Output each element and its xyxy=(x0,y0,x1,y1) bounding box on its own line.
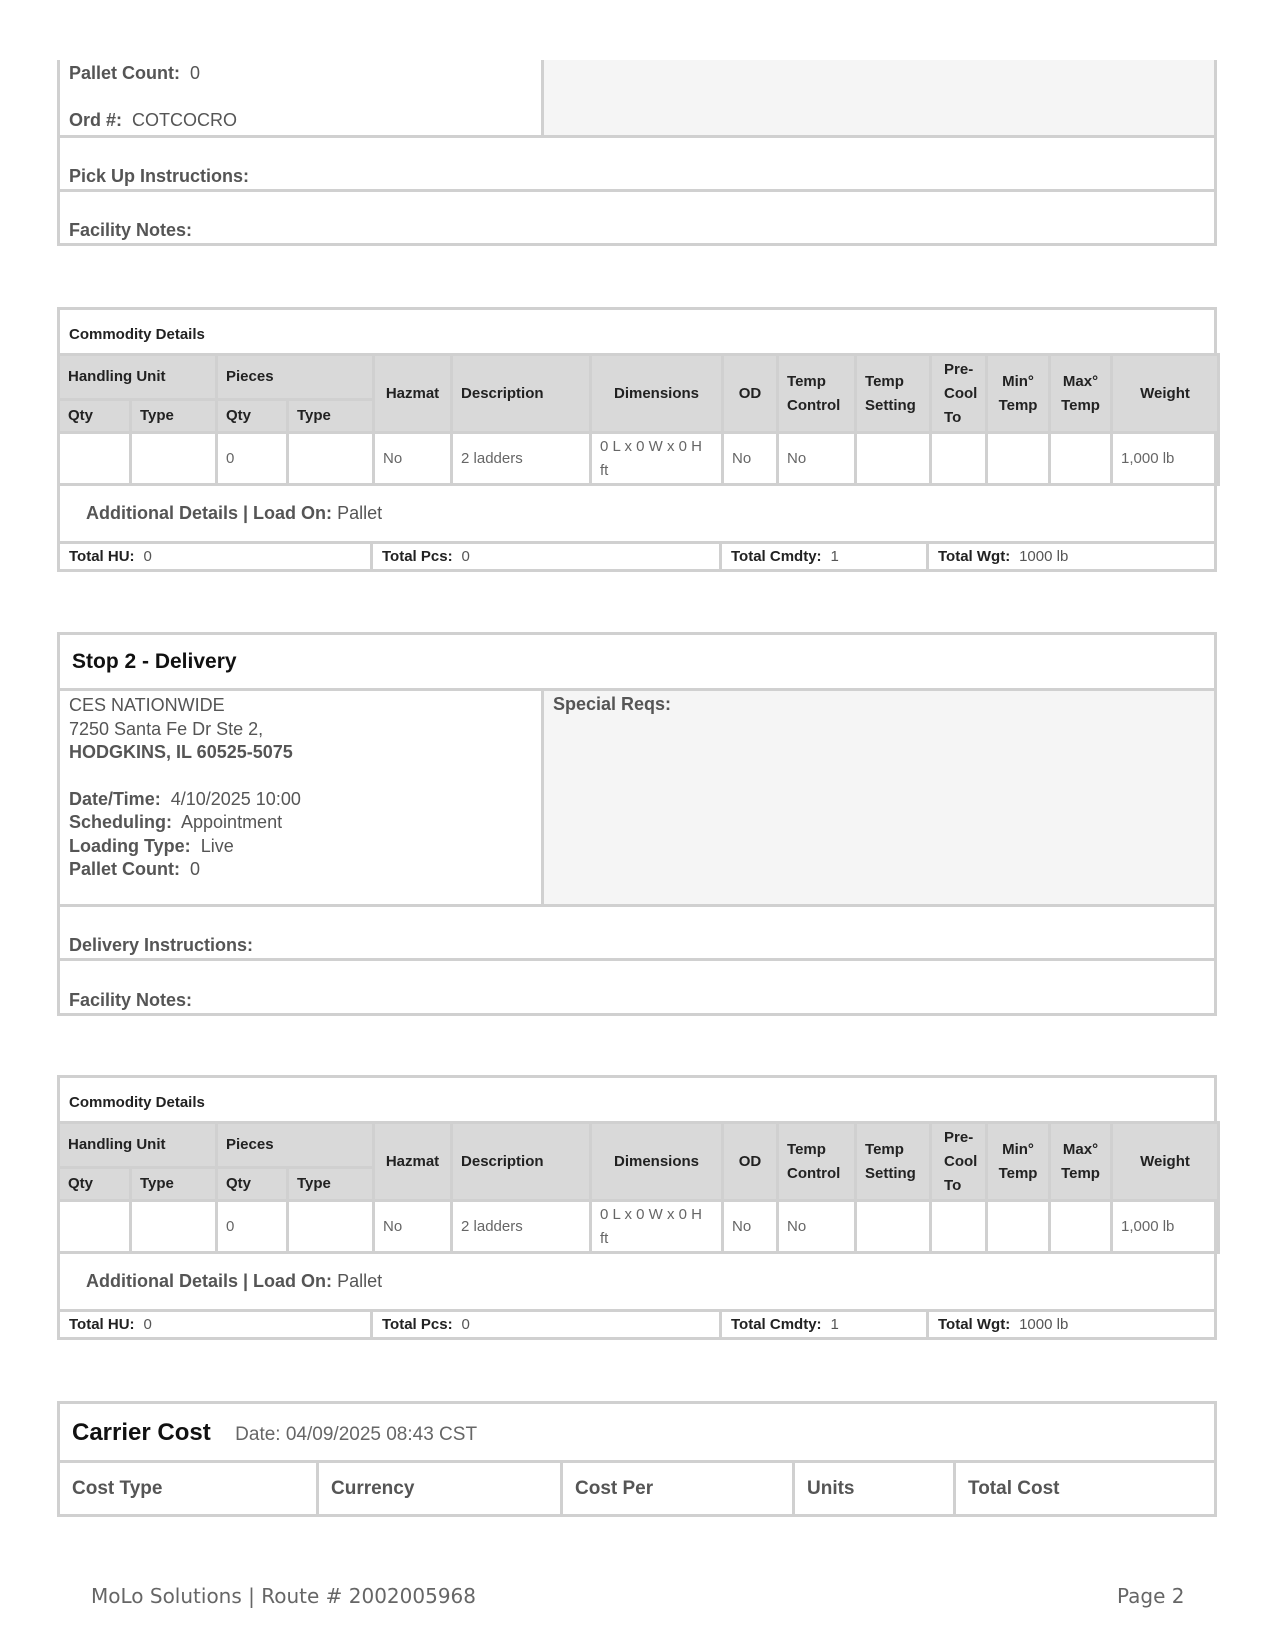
description-header: Description xyxy=(452,355,591,433)
table-cell xyxy=(1050,433,1112,485)
pallet-count-label: Pallet Count: xyxy=(69,63,180,83)
table-cell: 2 ladders xyxy=(452,433,591,485)
total-hu-label: Total HU: xyxy=(69,548,135,565)
carrier-cost-date: Date: 04/09/2025 08:43 CST xyxy=(235,1424,478,1445)
special-reqs-panel xyxy=(544,691,1214,904)
stop2-facility-notes-row xyxy=(57,958,1217,1016)
total-pcs-value: 0 xyxy=(461,1316,470,1333)
weight-header: Weight xyxy=(1112,355,1219,433)
pcs-type-header: Type xyxy=(288,400,374,433)
hu-type-header: Type xyxy=(131,400,217,433)
table-cell xyxy=(931,433,987,485)
table-cell: No xyxy=(723,1201,778,1253)
temp-control-header: Temp Control xyxy=(778,1123,856,1201)
units-header: Units xyxy=(795,1463,956,1514)
total-hu-value: 0 xyxy=(143,548,152,565)
cost-per-header: Cost Per xyxy=(563,1463,795,1514)
ord-value: COTCOCRO xyxy=(132,110,238,130)
description-header: Description xyxy=(452,1123,591,1201)
total-hu xyxy=(60,544,373,569)
delivery-instructions-row xyxy=(57,904,1217,961)
hazmat-header: Hazmat xyxy=(374,1123,452,1201)
stop1-left-panel xyxy=(60,60,544,135)
table-cell xyxy=(1050,1201,1112,1253)
total-wgt-label: Total Wgt: xyxy=(938,1316,1011,1333)
table-cell: 2 ladders xyxy=(452,1201,591,1253)
table-cell: 0 L x 0 W x 0 H ft xyxy=(591,1201,723,1253)
total-wgt-label: Total Wgt: xyxy=(938,548,1011,565)
additional-details-label: Additional Details | Load On: xyxy=(86,503,333,523)
total-cmdty-value: 1 xyxy=(830,1316,839,1333)
table-cell xyxy=(59,1201,131,1253)
commodity-table-2 xyxy=(57,1121,1220,1254)
address-line: 7250 Santa Fe Dr Ste 2, xyxy=(69,718,264,739)
total-cost-header: Total Cost xyxy=(968,1478,1060,1499)
table-cell xyxy=(288,433,374,485)
stop2-header xyxy=(57,632,1217,691)
total-hu-value: 0 xyxy=(143,1316,152,1333)
facility-notes-label: Facility Notes: xyxy=(69,990,193,1010)
page-number: Page 2 xyxy=(1117,1584,1185,1608)
scheduling-value: Appointment xyxy=(181,812,283,832)
datetime-label: Date/Time: xyxy=(69,788,161,809)
stop1-right-panel xyxy=(544,60,1214,135)
footer-route: MoLo Solutions | Route # 2002005968 xyxy=(91,1584,476,1608)
commodity-title: Commodity Details xyxy=(69,326,205,343)
additional-details-value: Pallet xyxy=(337,503,383,523)
table-cell xyxy=(931,1201,987,1253)
table-cell xyxy=(987,433,1050,485)
total-pcs xyxy=(373,544,722,569)
pieces-header: Pieces xyxy=(217,355,374,400)
pallet-count xyxy=(69,858,541,882)
stop2-title: Stop 2 - Delivery xyxy=(72,650,237,673)
totals-row-1 xyxy=(57,541,1217,572)
total-pcs-value: 0 xyxy=(461,548,470,565)
total-cmdty-label: Total Cmdty: xyxy=(731,548,822,565)
total-cmdty xyxy=(722,1312,929,1337)
hu-qty-header: Qty xyxy=(59,400,131,433)
hu-qty-header: Qty xyxy=(59,1168,131,1201)
total-pcs-label: Total Pcs: xyxy=(382,548,453,565)
temp-control-header: Temp Control xyxy=(778,355,856,433)
pallet-count-value: 0 xyxy=(190,859,201,879)
datetime xyxy=(69,788,541,812)
total-wgt xyxy=(929,544,1214,569)
table-cell: 0 xyxy=(217,433,288,485)
stop1-info-box xyxy=(57,60,1217,138)
totals-row-2 xyxy=(57,1309,1217,1340)
table-cell: 0 xyxy=(217,1201,288,1253)
currency-header: Currency xyxy=(319,1463,563,1514)
hazmat-header: Hazmat xyxy=(374,355,452,433)
special-reqs-label: Special Reqs: xyxy=(553,694,672,714)
pre-cool-header: Pre-Cool To xyxy=(931,1123,987,1201)
table-cell xyxy=(131,1201,217,1253)
stop2-info-box xyxy=(57,688,1217,907)
pallet-count-value: 0 xyxy=(190,63,201,83)
total-cmdty xyxy=(722,544,929,569)
total-pcs xyxy=(373,1312,722,1337)
city-line: HODGKINS, IL 60525-5075 xyxy=(69,742,293,762)
table-cell: No xyxy=(778,1201,856,1253)
loading-type-value: Live xyxy=(200,835,234,856)
table-cell xyxy=(59,433,131,485)
table-cell: No xyxy=(374,1201,452,1253)
table-cell xyxy=(987,1201,1050,1253)
loading-type xyxy=(69,835,541,859)
delivery-instructions-label: Delivery Instructions: xyxy=(69,935,254,955)
total-wgt xyxy=(929,1312,1214,1337)
stop2-address-panel xyxy=(60,691,544,904)
pickup-instructions-label: Pick Up Instructions: xyxy=(69,166,250,186)
carrier-cost-title: Carrier Cost xyxy=(72,1419,211,1446)
table-cell xyxy=(856,1201,931,1253)
table-cell: 1,000 lb xyxy=(1112,1201,1219,1253)
pre-cool-header: Pre-Cool To xyxy=(931,355,987,433)
total-wgt-value: 1000 lb xyxy=(1019,1316,1069,1333)
pcs-qty-header: Qty xyxy=(217,400,288,433)
handling-unit-header: Handling Unit xyxy=(59,355,217,400)
carrier-cost-columns xyxy=(57,1460,1217,1517)
facility-notes-label: Facility Notes: xyxy=(69,220,193,240)
loading-type-label: Loading Type: xyxy=(69,835,191,856)
max-temp-header: Max° Temp xyxy=(1050,1123,1112,1201)
table-cell xyxy=(131,433,217,485)
ord-label: Ord #: xyxy=(69,110,123,130)
datetime-value: 4/10/2025 10:00 xyxy=(170,788,301,809)
total-pcs-label: Total Pcs: xyxy=(382,1316,453,1333)
scheduling-label: Scheduling: xyxy=(69,812,172,832)
company-name: CES NATIONWIDE xyxy=(69,695,225,715)
max-temp-header: Max° Temp xyxy=(1050,355,1112,433)
stop1-facility-notes-row xyxy=(57,189,1217,246)
total-hu-label: Total HU: xyxy=(69,1316,135,1333)
table-cell xyxy=(288,1201,374,1253)
cost-type-header: Cost Type xyxy=(60,1463,319,1514)
od-header: OD xyxy=(723,1123,778,1201)
table-cell xyxy=(856,433,931,485)
total-cmdty-value: 1 xyxy=(830,548,839,565)
total-hu xyxy=(60,1312,373,1337)
pieces-header: Pieces xyxy=(217,1123,374,1168)
temp-setting-header: Temp Setting xyxy=(856,1123,931,1201)
total-cmdty-label: Total Cmdty: xyxy=(731,1316,822,1333)
temp-setting-header: Temp Setting xyxy=(856,355,931,433)
min-temp-header: Min° Temp xyxy=(987,1123,1050,1201)
additional-details-2 xyxy=(86,1271,382,1292)
additional-details-value: Pallet xyxy=(337,1271,383,1291)
min-temp-header: Min° Temp xyxy=(987,355,1050,433)
table-cell: 1,000 lb xyxy=(1112,433,1219,485)
ord-number xyxy=(69,110,237,131)
carrier-cost-header xyxy=(57,1401,1217,1463)
additional-details-label: Additional Details | Load On: xyxy=(86,1271,333,1291)
od-header: OD xyxy=(723,355,778,433)
table-cell: No xyxy=(374,433,452,485)
weight-header: Weight xyxy=(1112,1123,1219,1201)
commodity-title: Commodity Details xyxy=(69,1094,205,1111)
table-cell: No xyxy=(723,433,778,485)
dimensions-header: Dimensions xyxy=(591,355,723,433)
pallet-count xyxy=(69,63,200,84)
pickup-instructions-row xyxy=(57,135,1217,192)
handling-unit-header: Handling Unit xyxy=(59,1123,217,1168)
commodity-table-1 xyxy=(57,353,1220,486)
table-cell: 0 L x 0 W x 0 H ft xyxy=(591,433,723,485)
table-cell: No xyxy=(778,433,856,485)
scheduling xyxy=(69,811,541,835)
pcs-qty-header: Qty xyxy=(217,1168,288,1201)
additional-details-1 xyxy=(86,503,382,524)
pallet-count-label: Pallet Count: xyxy=(69,859,180,879)
dimensions-header: Dimensions xyxy=(591,1123,723,1201)
pcs-type-header: Type xyxy=(288,1168,374,1201)
hu-type-header: Type xyxy=(131,1168,217,1201)
total-wgt-value: 1000 lb xyxy=(1019,548,1069,565)
